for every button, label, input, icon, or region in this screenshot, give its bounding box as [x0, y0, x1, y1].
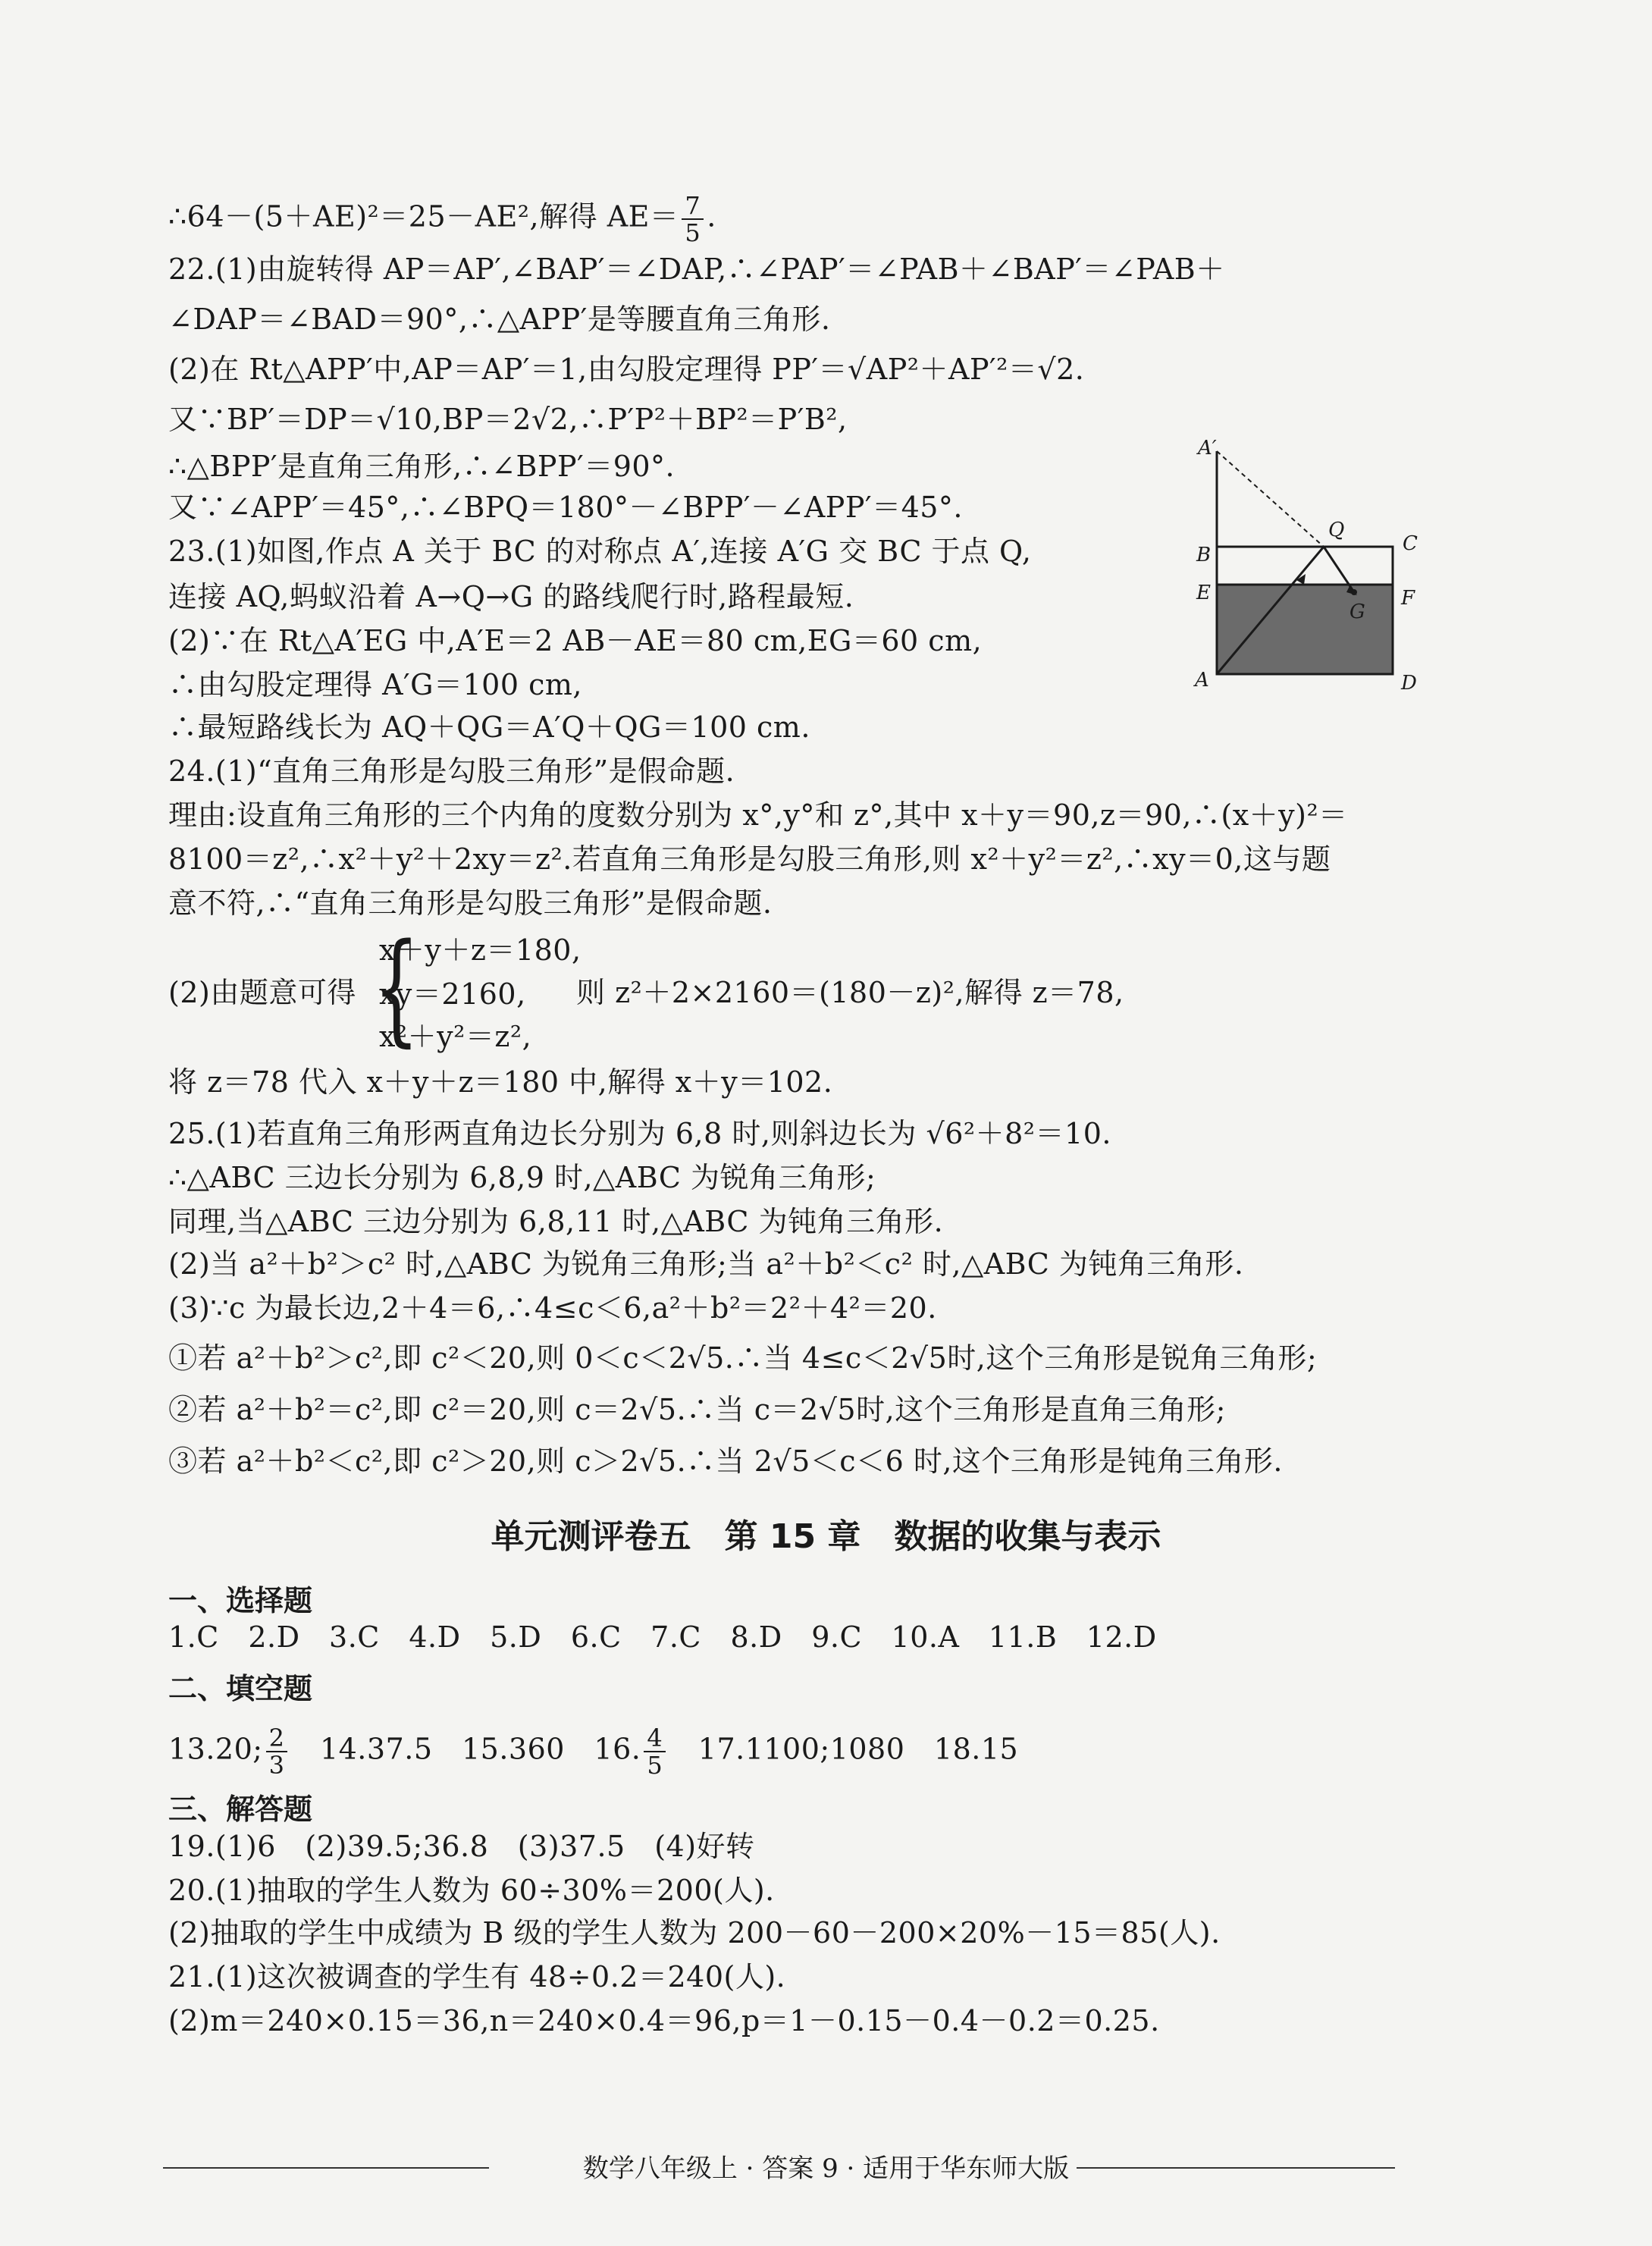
text-line: 同理,当△ABC 三边分别为 6,8,11 时,△ABC 为钝角三角形.	[168, 1205, 944, 1238]
label-a-prime: A′	[1198, 437, 1217, 460]
equation-line: x²＋y²＝z²,	[379, 1020, 532, 1053]
text-line: 21.(1)这次被调查的学生有 48÷0.2＝240(人).	[168, 1960, 786, 1993]
fraction: $\frac{2}{3}$	[266, 1725, 288, 1778]
label-e: E	[1196, 582, 1211, 604]
text-line: ∴△ABC 三边长分别为 6,8,9 时,△ABC 为锐角三角形;	[168, 1161, 876, 1194]
footer-rule-right	[1077, 2167, 1395, 2169]
text-line: ∠DAP＝∠BAD＝90°,∴△APP′是等腰直角三角形.	[168, 303, 831, 336]
text-line: 将 z＝78 代入 x＋y＋z＝180 中,解得 x＋y＝102.	[168, 1065, 833, 1099]
label-a: A	[1195, 669, 1209, 692]
text-line: ①若 a²＋b²＞c²,即 c²＜20,则 0＜c＜2√5.∴当 4≤c＜2√5时,这个三角形是锐角三角形;	[168, 1341, 1318, 1375]
dashed-line	[1217, 451, 1324, 547]
section-heading: 二、填空题	[168, 1672, 313, 1705]
text-line: ②若 a²＋b²＝c²,即 c²＝20,则 c＝2√5.∴当 c＝2√5时,这个三角形是直角三角形;	[168, 1393, 1226, 1426]
fraction: $\frac{4}{5}$	[644, 1725, 666, 1778]
text-line: (3)∵c 为最长边,2＋4＝6,∴4≤c＜6,a²＋b²＝2²＋4²＝20.	[168, 1291, 937, 1325]
text-line: 23.(1)如图,作点 A 关于 BC 的对称点 A′,连接 A′G 交 BC 于点 Q,	[168, 535, 1032, 568]
text-line: 20.(1)抽取的学生人数为 60÷30%＝200(人).	[168, 1874, 775, 1907]
text-line: 22.(1)由旋转得 AP＝AP′,∠BAP′＝∠DAP,∴∠PAP′＝∠PAB＋∠BAP′＝∠PAB＋	[168, 253, 1225, 286]
text-line: ∴△BPP′是直角三角形,∴∠BPP′＝90°.	[168, 450, 676, 483]
section-heading: 三、解答题	[168, 1793, 313, 1826]
text-line: 连接 AQ,蚂蚁沿着 A→Q→G 的路线爬行时,路程最短.	[168, 580, 854, 613]
label-b: B	[1196, 544, 1212, 566]
page-footer: 数学八年级上 · 答案 9 · 适用于华东师大版	[582, 2153, 1070, 2184]
text-line: 19.(1)6 (2)39.5;36.8 (3)37.5 (4)好转	[168, 1830, 755, 1863]
section-title: 单元测评卷五 第 15 章 数据的收集与表示	[491, 1517, 1161, 1556]
label-q: Q	[1328, 519, 1345, 541]
point-g	[1351, 589, 1357, 595]
text-line: 意不符,∴“直角三角形是勾股三角形”是假命题.	[168, 886, 773, 920]
equation-system-label: (2)由题意可得	[168, 976, 356, 1009]
equation-line: xy＝2160,	[379, 977, 526, 1011]
text-line: (2)抽取的学生中成绩为 B 级的学生人数为 200－60－200×20%－15＝85(人).	[168, 1916, 1221, 1950]
text-line: (2)当 a²＋b²＞c² 时,△ABC 为锐角三角形;当 a²＋b²＜c² 时,△ABC 为钝角三角形.	[168, 1247, 1244, 1281]
text-line: 理由:设直角三角形的三个内角的度数分别为 x°,y°和 z°,其中 x＋y＝90,z＝90,∴(x＋y)²＝	[168, 798, 1348, 832]
brace-icon: {	[373, 917, 420, 1059]
text-line: 又∵∠APP′＝45°,∴∠BPQ＝180°－∠BPP′－∠APP′＝45°.	[168, 491, 964, 524]
label-f: F	[1401, 587, 1415, 610]
text-line: ∴64－(5＋AE)²＝25－AE²,解得 AE＝ $\frac{7}{5}$ .	[168, 191, 716, 247]
fill-answers: 13.20; $\frac{2}{3}$ 14.37.5 15.360 16. $\frac{4}{5}$ 17.1100;1080 18.15	[168, 1724, 1019, 1780]
text-line: ③若 a²＋b²＜c²,即 c²＞20,则 c＞2√5.∴当 2√5＜c＜6 时,这个三角形是钝角三角形.	[168, 1445, 1284, 1478]
section-heading: 一、选择题	[168, 1584, 313, 1617]
water-region	[1217, 584, 1393, 675]
text-line: (2)在 Rt△APP′中,AP＝AP′＝1,由勾股定理得 PP′＝√AP²＋AP′²＝√2.	[168, 353, 1085, 386]
text-line: 又∵BP′＝DP＝√10,BP＝2√2,∴P′P²＋BP²＝P′B²,	[168, 403, 848, 436]
label-c: C	[1403, 532, 1418, 555]
geometry-figure	[1183, 436, 1433, 739]
text-line: ∴由勾股定理得 A′G＝100 cm,	[168, 668, 583, 701]
text-line: (2)∵在 Rt△A′EG 中,A′E＝2 AB－AE＝80 cm,EG＝60 cm,	[168, 624, 983, 657]
text-line: 8100＝z²,∴x²＋y²＋2xy＝z².若直角三角形是勾股三角形,则 x²＋y²＝z²,∴xy＝0,这与题	[168, 842, 1331, 876]
text-line: ∴最短路线长为 AQ＋QG＝A′Q＋QG＝100 cm.	[168, 711, 810, 744]
text-line: (2)m＝240×0.15＝36,n＝240×0.4＝96,p＝1－0.15－0.4－0.2＝0.25.	[168, 2004, 1160, 2037]
text-line: 24.(1)“直角三角形是勾股三角形”是假命题.	[168, 754, 735, 788]
arrow-icon	[1296, 574, 1306, 585]
label-d: D	[1401, 672, 1417, 695]
text-line: 25.(1)若直角三角形两直角边长分别为 6,8 时,则斜边长为 √6²＋8²＝10.	[168, 1117, 1111, 1150]
choice-answers: 1.C 2.D 3.C 4.D 5.D 6.C 7.C 8.D 9.C 10.A 11.B 12.D	[168, 1620, 1157, 1654]
label-g: G	[1349, 601, 1365, 623]
text-line: 则 z²＋2×2160＝(180－z)²,解得 z＝78,	[576, 976, 1124, 1009]
equation-line: x＋y＋z＝180,	[379, 933, 581, 967]
fraction: $\frac{7}{5}$	[682, 193, 704, 246]
